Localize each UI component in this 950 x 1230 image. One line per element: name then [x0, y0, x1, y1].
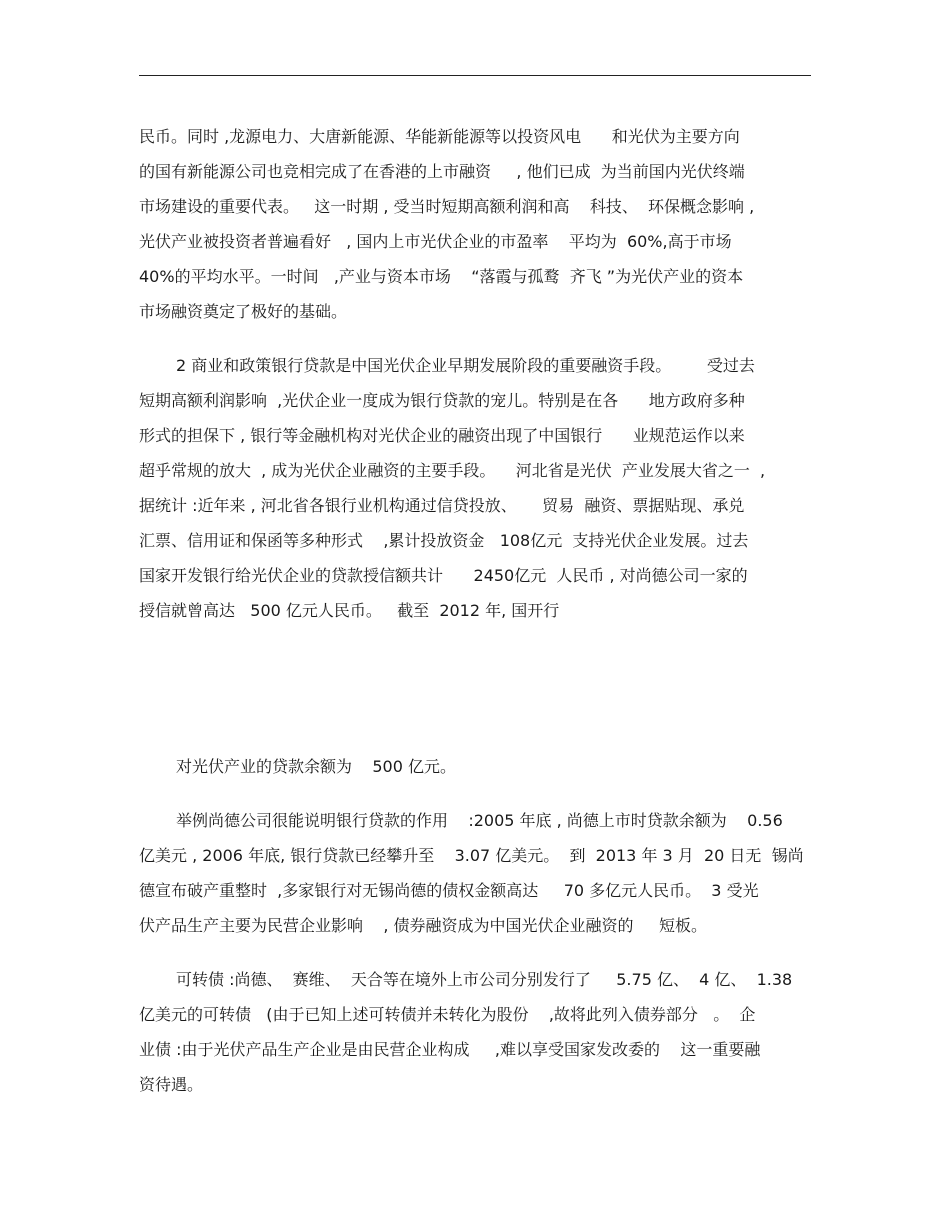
text-line: 授信就曾高达 500 亿元人民币。 截至 2012 年, 国开行: [139, 601, 560, 620]
text-line: 超乎常规的放大 , 成为光伏企业融资的主要手段。 河北省是光伏 产业发展大省之一 ,: [139, 461, 766, 480]
text-line: 市场融资奠定了极好的基础。: [139, 302, 348, 321]
text-line: 亿美元的可转债 (由于已知上述可转债并未转化为股份 ,故将此列入债券部分 。 企: [139, 1005, 756, 1024]
text-line: 可转债 :尚德、 赛维、 天合等在境外上市公司分别发行了 5.75 亿、 4 亿、 1.38: [176, 970, 793, 989]
text-line: 的国有新能源公司也竞相完成了在香港的上市融资 , 他们已成 为当前国内光伏终端: [139, 162, 745, 181]
text-line: 资待遇。: [139, 1075, 204, 1094]
text-line: 举例尚德公司很能说明银行贷款的作用 :2005 年底 , 尚德上市时贷款余额为 0.56: [176, 811, 783, 830]
text-line: 伏产品生产主要为民营企业影响 , 债券融资成为中国光伏企业融资的 短板。: [139, 916, 707, 935]
text-line: 德宣布破产重整时 ,多家银行对无锡尚德的债权金额高达 70 多亿元人民币。 3 受光: [139, 881, 759, 900]
text-line: 光伏产业被投资者普遍看好 , 国内上市光伏企业的市盈率 平均为 60%,高于市场: [139, 232, 732, 251]
text-line: 对光伏产业的贷款余额为 500 亿元。: [176, 757, 456, 776]
text-line: 形式的担保下 , 银行等金融机构对光伏企业的融资出现了中国银行 业规范运作以来: [139, 426, 745, 445]
text-line: 业债 :由于光伏产品生产企业是由民营企业构成 ,难以享受国家发改委的 这一重要融: [139, 1040, 761, 1059]
text-line: 40%的平均水平。一时间 ,产业与资本市场 “落霞与孤鹜 齐飞 ”为光伏产业的资本: [139, 267, 744, 286]
text-line: 2 商业和政策银行贷款是中国光伏企业早期发展阶段的重要融资手段。 受过去: [176, 356, 755, 375]
text-line: 短期高额利润影响 ,光伏企业一度成为银行贷款的宠儿。特别是在各 地方政府多种: [139, 391, 745, 410]
text-line: 民币。同时 ,龙源电力、大唐新能源、华能新能源等以投资风电 和光伏为主要方向: [139, 127, 740, 146]
text-line: 汇票、信用证和保函等多种形式 ,累计投放资金 108亿元 支持光伏企业发展。过去: [139, 531, 749, 550]
header-rule: [139, 75, 811, 76]
text-line: 据统计 :近年来 , 河北省各银行业机构通过信贷投放、 贸易 融资、票据贴现、承兑: [139, 496, 745, 515]
text-line: 国家开发银行给光伏企业的贷款授信额共计 2450亿元 人民币 , 对尚德公司一家的: [139, 566, 748, 585]
text-line: 市场建设的重要代表。 这一时期 , 受当时短期高额利润和高 科技、 环保概念影响 ,: [139, 197, 755, 216]
text-line: 亿美元 , 2006 年底, 银行贷款已经攀升至 3.07 亿美元。 到 2013 年 3 月 20 日无 锡尚: [139, 846, 804, 865]
